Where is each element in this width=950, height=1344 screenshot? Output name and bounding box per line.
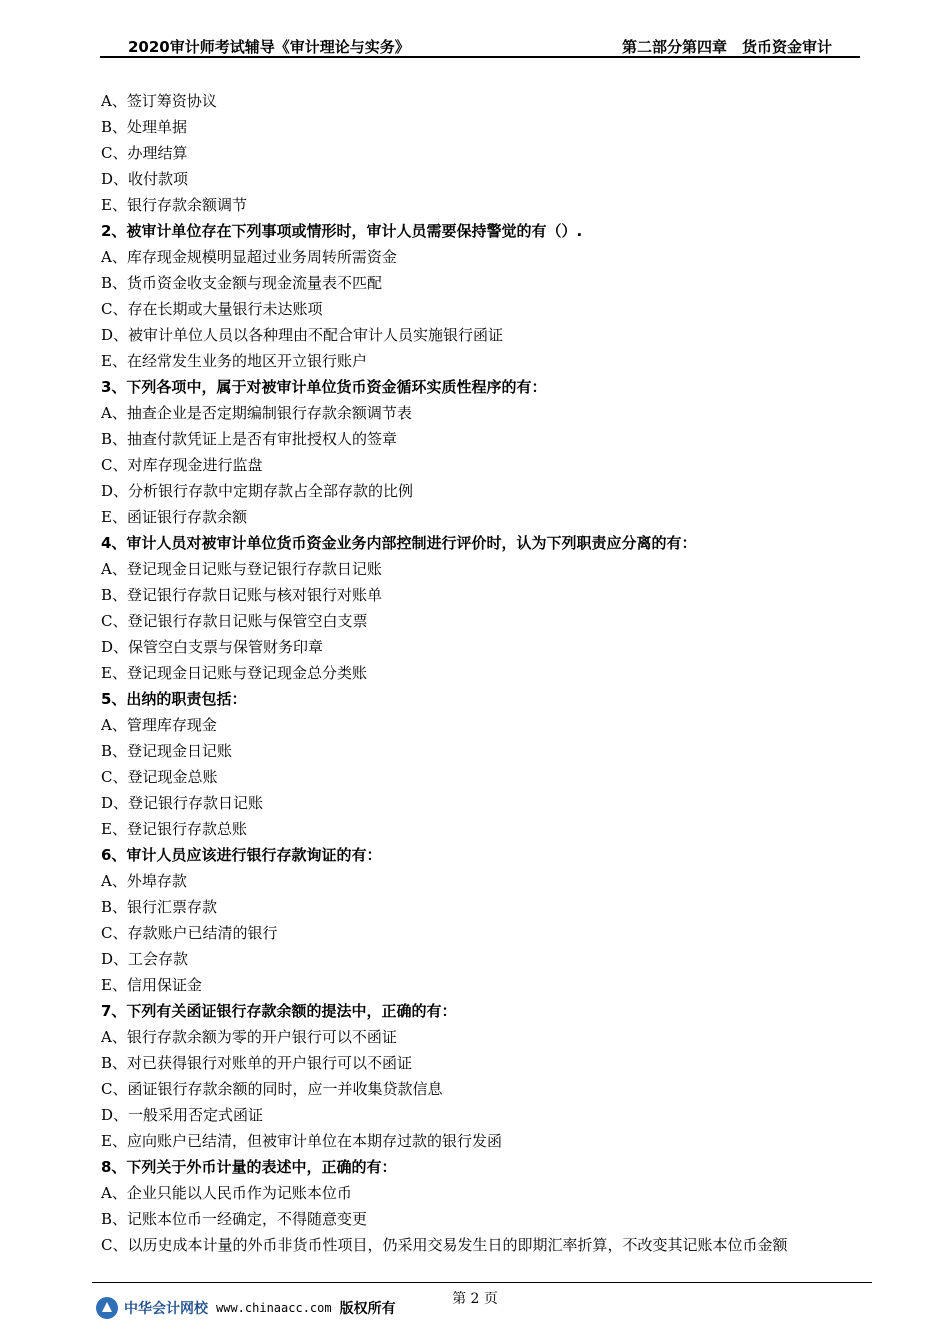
question-stem: 4、审计人员对被审计单位货币资金业务内部控制进行评价时，认为下列职责应分离的有： — [101, 534, 697, 552]
answer-option: D、被审计单位人员以各种理由不配合审计人员实施银行函证 — [101, 326, 504, 344]
header-book-title: 2020审计师考试辅导《审计理论与实务》 — [128, 38, 410, 56]
answer-option: E、函证银行存款余额 — [101, 508, 247, 526]
header-chapter-title: 第二部分第四章 货币资金审计 — [621, 38, 832, 56]
answer-option: A、登记现金日记账与登记银行存款日记账 — [101, 560, 382, 578]
answer-option: E、银行存款余额调节 — [101, 196, 247, 214]
answer-option: A、库存现金规模明显超过业务周转所需资金 — [101, 248, 397, 266]
question-stem: 5、出纳的职责包括： — [101, 690, 247, 708]
answer-option: E、应向账户已结清，但被审计单位在本期存过款的银行发函 — [101, 1132, 502, 1150]
answer-option: D、分析银行存款中定期存款占全部存款的比例 — [101, 482, 414, 500]
answer-option: C、对库存现金进行监盘 — [101, 456, 263, 474]
answer-option: C、存在长期或大量银行未达账项 — [101, 300, 323, 318]
chinaacc-logo-icon — [96, 1297, 118, 1319]
answer-option: B、对已获得银行对账单的开户银行可以不函证 — [101, 1054, 413, 1072]
answer-option: C、登记银行存款日记账与保管空白支票 — [101, 612, 368, 630]
brand-name: 中华会计网校 — [124, 1301, 208, 1317]
answer-option: D、登记银行存款日记账 — [101, 794, 264, 812]
question-stem: 7、下列有关函证银行存款余额的提法中，正确的有： — [101, 1002, 457, 1020]
answer-option: B、抽查付款凭证上是否有审批授权人的签章 — [101, 430, 398, 448]
answer-option: B、记账本位币一经确定，不得随意变更 — [101, 1210, 368, 1228]
answer-option: D、保管空白支票与保管财务印章 — [101, 638, 324, 656]
page-number: 第 2 页 — [452, 1291, 498, 1307]
question-stem: 3、下列各项中，属于对被审计单位货币资金循环实质性程序的有： — [101, 378, 547, 396]
answer-option: B、处理单据 — [101, 118, 188, 136]
brand-url: www.chinaacc.com — [216, 1301, 332, 1315]
answer-option: C、办理结算 — [101, 144, 188, 162]
answer-option: A、管理库存现金 — [101, 716, 217, 734]
answer-option: D、工会存款 — [101, 950, 189, 968]
answer-option: B、银行汇票存款 — [101, 898, 218, 916]
brand-rights: 版权所有 — [339, 1301, 396, 1317]
answer-option: A、抽查企业是否定期编制银行存款余额调节表 — [101, 404, 412, 422]
question-list — [101, 88, 871, 1258]
page-header — [100, 30, 860, 58]
answer-option: E、登记银行存款总账 — [101, 820, 247, 838]
answer-option: C、以历史成本计量的外币非货币性项目，仍采用交易发生日的即期汇率折算，不改变其记账本位币金额 — [101, 1236, 788, 1254]
answer-option: D、收付款项 — [101, 170, 189, 188]
footer-brand — [96, 1296, 396, 1320]
answer-option: C、函证银行存款余额的同时，应一并收集贷款信息 — [101, 1080, 443, 1098]
answer-option: C、登记现金总账 — [101, 768, 218, 786]
answer-option: E、登记现金日记账与登记现金总分类账 — [101, 664, 367, 682]
answer-option: B、登记现金日记账 — [101, 742, 233, 760]
answer-option: A、银行存款余额为零的开户银行可以不函证 — [101, 1028, 397, 1046]
question-stem: 2、被审计单位存在下列事项或情形时，审计人员需要保持警觉的有（）. — [101, 222, 583, 240]
answer-option: B、登记银行存款日记账与核对银行对账单 — [101, 586, 383, 604]
question-stem: 6、审计人员应该进行银行存款询证的有： — [101, 846, 382, 864]
footer-divider — [92, 1282, 872, 1283]
question-stem: 8、下列关于外币计量的表述中，正确的有： — [101, 1158, 397, 1176]
answer-option: A、外埠存款 — [101, 872, 187, 890]
answer-option: C、存款账户已结清的银行 — [101, 924, 278, 942]
answer-option: A、企业只能以人民币作为记账本位币 — [101, 1184, 352, 1202]
answer-option: E、信用保证金 — [101, 976, 202, 994]
answer-option: D、一般采用否定式函证 — [101, 1106, 264, 1124]
answer-option: E、在经常发生业务的地区开立银行账户 — [101, 352, 367, 370]
answer-option: B、货币资金收支金额与现金流量表不匹配 — [101, 274, 383, 292]
answer-option: A、签订筹资协议 — [101, 92, 217, 110]
